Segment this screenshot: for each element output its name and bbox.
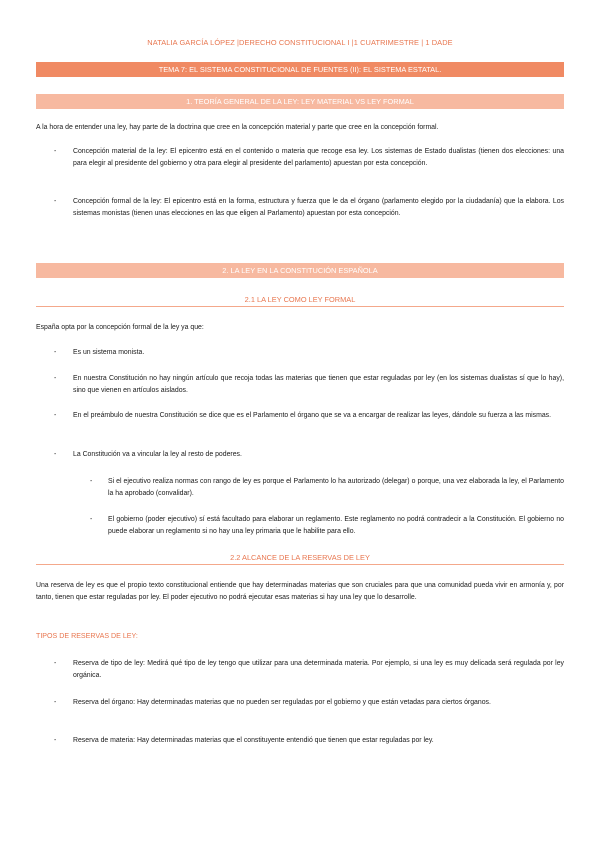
section-1-intro: A la hora de entender una ley, hay parte de la doctrina que cree en la concepción material y parte que cree en la concepción formal. (36, 124, 439, 131)
sub-list-item-text: Si el ejecutivo realiza normas con rango de ley es porque el Parlamento lo ha autorizado (delegar) o porque, una vez elaborada la ley, el Parlamento la ha aprobado (convalidar). (108, 478, 564, 498)
subsection-2-1-heading: 2.1 LA LEY COMO LEY FORMAL (36, 295, 564, 307)
page-header: NATALIA GARCÍA LÓPEZ |DERECHO CONSTITUCIONAL I |1 CUATRIMESTRE | 1 DADE (147, 38, 453, 47)
list-item (54, 347, 564, 359)
list-item-text: Concepción material de la ley: El epicentro está en el contenido o materia que recoge esa ley. Los sistemas de Estado dualistas (tienen dos elecciones: una para elegir al presidente del gobierno y otra para elegir al presidente del parlamento) apuestan por esta concepción. (73, 148, 564, 168)
list-item-text: La Constitución va a vincular la ley al resto de poderes. (73, 451, 242, 458)
list-item-text: Concepción formal de la ley: El epicentro está en la forma, estructura y fuerza que le da el órgano (parlamento elegido por la ciudadanía) que la elabora. Los sistemas monistas (tienen unas elecciones en las que eligen al Parlamento) apuestan por esta concepción. (73, 198, 564, 218)
list-item-text: En nuestra Constitución no hay ningún artículo que recoja todas las materias que tienen que estar reguladas por ley (en los sistemas dualistas sí que lo hay), sino que vienen en artículos aislados. (73, 375, 564, 395)
list-item (54, 449, 564, 461)
list-item-text: Es un sistema monista. (73, 349, 145, 356)
subsection-2-2-heading: 2.2 ALCANCE DE LA RESERVAS DE LEY (36, 553, 564, 565)
list-item (54, 196, 564, 221)
reserve-types-heading: TIPOS DE RESERVAS DE LEY: (36, 632, 138, 640)
sub-list-item-text: El gobierno (poder ejecutivo) sí está facultado para elaborar un reglamento. Este reglamento no podrá contradecir a la Constitución. El gobierno no puede elaborar un reglamento si no hay una ley primaria que le habilite para ello. (108, 516, 564, 536)
sub-list-item (90, 476, 564, 501)
list-item (54, 146, 564, 171)
bullet-dash: - (54, 451, 57, 458)
bullet-dash: - (54, 349, 57, 356)
subsection-2-1-intro: España opta por la concepción formal de la ley ya que: (36, 324, 204, 331)
bullet-dash: - (54, 737, 57, 744)
bullet-dash: - (54, 660, 57, 667)
topic-title-band: TEMA 7: EL SISTEMA CONSTITUCIONAL DE FUENTES (II): EL SISTEMA ESTATAL. (36, 62, 564, 77)
list-item (54, 373, 564, 398)
section-1-heading: 1. TEORÍA GENERAL DE LA LEY: LEY MATERIAL VS LEY FORMAL (36, 94, 564, 109)
list-item (54, 735, 564, 747)
bullet-dash: - (54, 412, 57, 419)
list-item (54, 410, 564, 422)
section-2-heading: 2. LA LEY EN LA CONSTITUCIÓN ESPAÑOLA (36, 263, 564, 278)
list-item (54, 658, 564, 683)
list-item (54, 697, 564, 709)
bullet-dash: - (54, 148, 57, 155)
list-item-text: Reserva de materia: Hay determinadas materias que el constituyente entendió que tienen que estar reguladas por ley. (73, 737, 434, 744)
sub-list-item (90, 514, 564, 539)
subsection-2-2-intro: Una reserva de ley es que el propio texto constitucional entiende que hay determinadas materias que son cruciales para que una comunidad pueda vivir en armonía y, por tanto, tienen que estar reguladas por ley. El poder ejecutivo no podrá ejecutar esas materias si hay una ley que lo desarrolle. (36, 582, 564, 602)
list-item-text: En el preámbulo de nuestra Constitución se dice que es el Parlamento el órgano que se va a encargar de realizar las leyes, dándole su fuerza a las mismas. (73, 412, 552, 419)
bullet-dash: - (54, 375, 57, 382)
list-item-text: Reserva de tipo de ley: Medirá qué tipo de ley tengo que utilizar para una determinada materia. Por ejemplo, si una ley es muy delicada será regulada por ley orgánica. (73, 660, 564, 680)
list-item-text: Reserva del órgano: Hay determinadas materias que no pueden ser reguladas por el gobierno y que están vetadas para ciertos órganos. (73, 699, 491, 706)
bullet-dash: - (90, 516, 93, 523)
bullet-dash: - (90, 478, 93, 485)
bullet-dash: - (54, 699, 57, 706)
bullet-dash: - (54, 198, 57, 205)
